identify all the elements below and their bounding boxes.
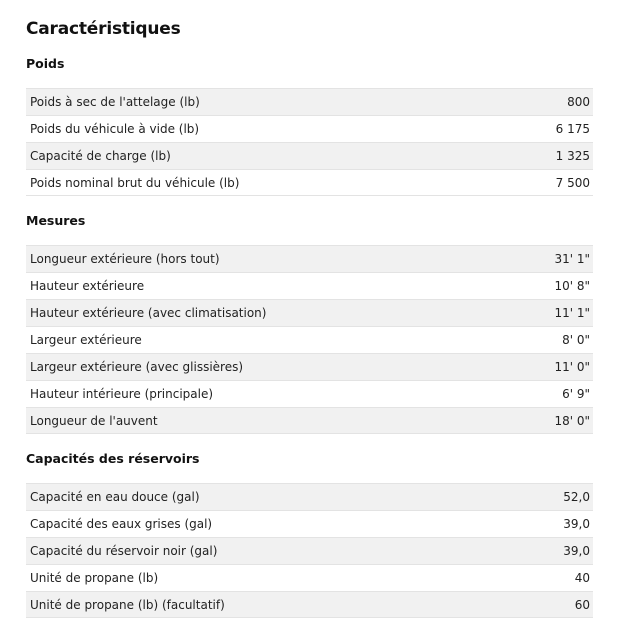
spec-row <box>26 115 593 142</box>
spec-row <box>26 407 593 434</box>
spec-row <box>26 142 593 169</box>
spec-label: Longueur extérieure (hors tout) <box>30 252 220 266</box>
spec-label: Capacité du réservoir noir (gal) <box>30 544 218 558</box>
page-title: Caractéristiques <box>26 19 181 39</box>
section-measurements <box>26 213 593 434</box>
spec-value: 18' 0" <box>554 413 590 428</box>
spec-value: 52,0 <box>563 490 590 504</box>
spec-row <box>26 380 593 407</box>
spec-value: 10' 8" <box>554 279 590 293</box>
spec-row <box>26 272 593 299</box>
spec-label: Capacité de charge (lb) <box>30 149 171 163</box>
spec-row <box>26 564 593 591</box>
spec-table-tanks <box>26 483 593 618</box>
spec-table-weight <box>26 88 593 196</box>
spec-row <box>26 299 593 326</box>
spec-row <box>26 537 593 564</box>
spec-value: 7 500 <box>555 175 590 190</box>
spec-value: 800 <box>567 95 590 109</box>
spec-value: 11' 1" <box>554 306 590 320</box>
spec-table-measurements <box>26 245 593 434</box>
spec-row <box>26 591 593 618</box>
spec-value: 1 325 <box>555 149 590 163</box>
spec-label: Hauteur extérieure (avec climatisation) <box>30 306 267 320</box>
spec-value: 6' 9" <box>562 387 590 401</box>
spec-value: 11' 0" <box>554 360 590 374</box>
section-title: Poids <box>26 56 65 71</box>
spec-label: Longueur de l'auvent <box>30 413 158 428</box>
spec-value: 39,0 <box>563 544 590 558</box>
spec-row <box>26 326 593 353</box>
spec-row <box>26 245 593 272</box>
spec-row <box>26 353 593 380</box>
spec-label: Hauteur intérieure (principale) <box>30 387 214 401</box>
section-title: Capacités des réservoirs <box>26 451 200 466</box>
spec-value: 31' 1" <box>554 252 590 266</box>
spec-label: Capacité des eaux grises (gal) <box>30 517 213 531</box>
spec-row <box>26 483 593 510</box>
spec-row <box>26 169 593 196</box>
spec-row <box>26 88 593 115</box>
spec-label: Poids nominal brut du véhicule (lb) <box>30 175 240 190</box>
spec-label: Capacité en eau douce (gal) <box>30 490 200 504</box>
spec-value: 6 175 <box>555 122 590 136</box>
spec-label: Poids du véhicule à vide (lb) <box>30 122 200 136</box>
spec-value: 39,0 <box>563 517 590 531</box>
spec-label: Hauteur extérieure <box>30 279 145 293</box>
spec-label: Largeur extérieure (avec glissières) <box>30 360 244 374</box>
section-weight <box>26 56 593 196</box>
spec-row <box>26 510 593 537</box>
spec-value: 8' 0" <box>562 333 590 347</box>
spec-label: Unité de propane (lb) (facultatif) <box>30 597 225 612</box>
section-tank-capacities <box>26 451 593 618</box>
spec-value: 60 <box>574 597 590 612</box>
spec-label: Poids à sec de l'attelage (lb) <box>30 95 200 109</box>
spec-label: Unité de propane (lb) <box>30 571 159 585</box>
spec-label: Largeur extérieure <box>30 333 142 347</box>
section-title: Mesures <box>26 213 86 228</box>
spec-value: 40 <box>574 571 590 585</box>
